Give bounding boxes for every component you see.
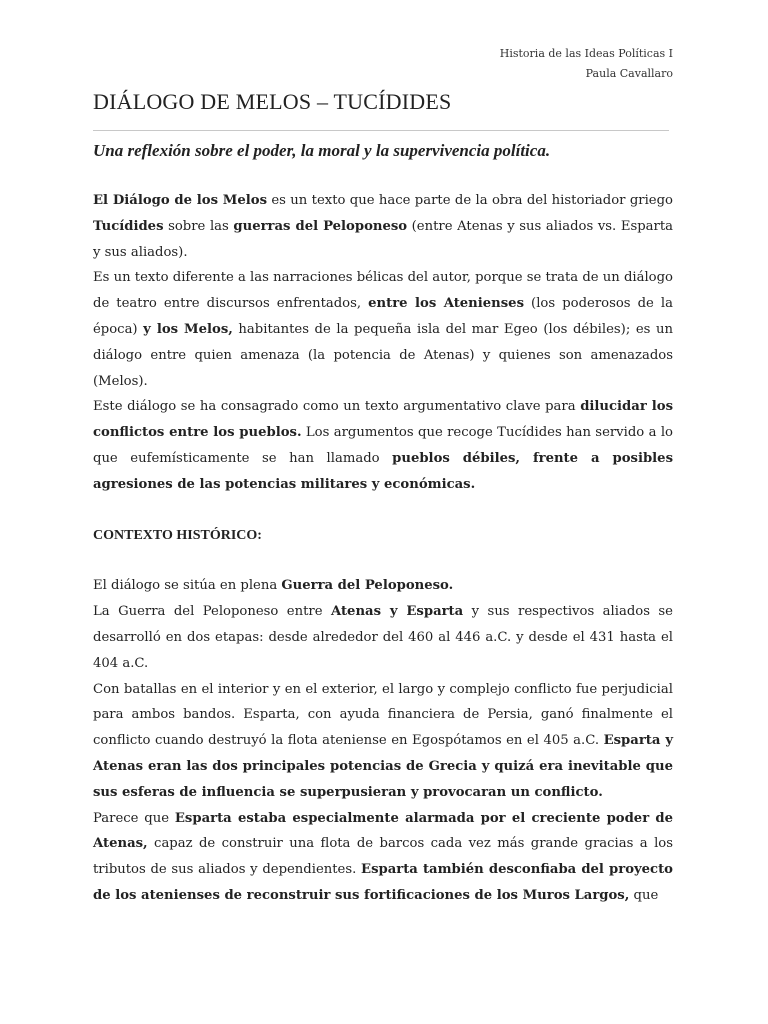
spacer <box>93 498 673 523</box>
bold-text: y los Melos, <box>143 321 233 337</box>
text-span: Los argumentos que recoge Tucídides han servido a lo que eufemísticamente se han llamado <box>93 425 673 466</box>
paragraph-intro <box>93 188 673 265</box>
spacer <box>93 548 673 573</box>
document-body <box>93 188 673 909</box>
bold-text: Esparta y Atenas eran las dos principales potencias de Grecia y quizá era inevitable que sus esferas de influencia se superpusieran y provocaran un conflicto. <box>93 733 673 800</box>
bold-text: dilucidar los conflictos entre los pueblos. <box>93 399 673 441</box>
page-header <box>500 44 673 84</box>
bold-text: guerras del Peloponeso <box>233 218 408 234</box>
author-name: Paula Cavallaro <box>585 67 673 80</box>
text-span: Es un texto diferente a las narraciones bélicas del autor, porque se trata de un diálogo de teatro entre discursos enfrentados, <box>93 270 673 312</box>
text-span: y sus respectivos aliados se desarrolló en dos etapas: desde alrededor del 460 al 446 a.C. y desde el 431 hasta el 404 a.C. <box>93 604 673 671</box>
text-span: El diálogo se sitúa en plena <box>93 578 282 594</box>
paragraph-argument <box>93 394 673 497</box>
section-heading: CONTEXTO HISTÓRICO: <box>93 527 262 543</box>
course-name: Historia de las Ideas Políticas I <box>499 47 673 60</box>
text-span: Este diálogo se ha consagrado como un texto argumentativo clave para <box>93 399 581 415</box>
document-subtitle: Una reflexión sobre el poder, la moral y la supervivencia política. <box>93 141 551 160</box>
bold-text: entre los Atenienses <box>368 296 524 312</box>
bold-text: Atenas y Esparta <box>330 604 464 620</box>
paragraph-battles <box>93 677 673 806</box>
paragraph-context <box>93 573 673 599</box>
bold-text: Guerra del Peloponeso. <box>281 578 454 594</box>
bold-text: Esparta estaba especialmente alarmada por el creciente poder de Atenas, <box>93 810 673 852</box>
text-span: que <box>629 887 659 903</box>
bold-text: Esparta también desconfiaba del proyecto de los atenienses de reconstruir sus fortificaciones de los Muros Largos, <box>93 862 673 903</box>
text-span: Parece que <box>93 810 175 826</box>
title-divider <box>93 130 669 131</box>
text-span: Con batallas en el interior y en el exterior, el largo y complejo conflicto fue perjudicial para ambos bandos. Esparta, con ayuda financiera de Persia, ganó finalmente el conflicto cuando destruyó la flota ateniense en Egospótamos en el 405 a.C. <box>93 681 673 749</box>
bold-text: pueblos débiles, frente a posibles agresiones de las potencias militares y económicas. <box>93 450 673 492</box>
bold-text: Tucídides <box>93 218 164 234</box>
text-span: (entre Atenas y sus aliados vs. Esparta y sus aliados). <box>93 218 673 260</box>
text-span: es un texto que hace parte de la obra del historiador griego <box>267 193 673 208</box>
paragraph-war-stages <box>93 599 673 676</box>
bold-text: El Diálogo de los Melos <box>93 193 267 208</box>
document-title: DIÁLOGO DE MELOS – TUCÍDIDES <box>93 89 452 114</box>
text-span: La Guerra del Peloponeso entre <box>93 604 331 620</box>
text-span: habitantes de la pequeña isla del mar Egeo (los débiles); es un diálogo entre quien amenaza (la potencia de Atenas) y quienes son amenazados (Melos). <box>93 321 673 389</box>
paragraph-dialogue <box>93 265 673 394</box>
text-span: capaz de construir una flota de barcos cada vez más grande gracias a los tributos de sus aliados y dependientes. <box>93 836 673 878</box>
text-span: (los poderosos de la época) <box>93 296 673 337</box>
text-span: sobre las <box>163 218 234 234</box>
paragraph-sparta <box>93 806 673 909</box>
